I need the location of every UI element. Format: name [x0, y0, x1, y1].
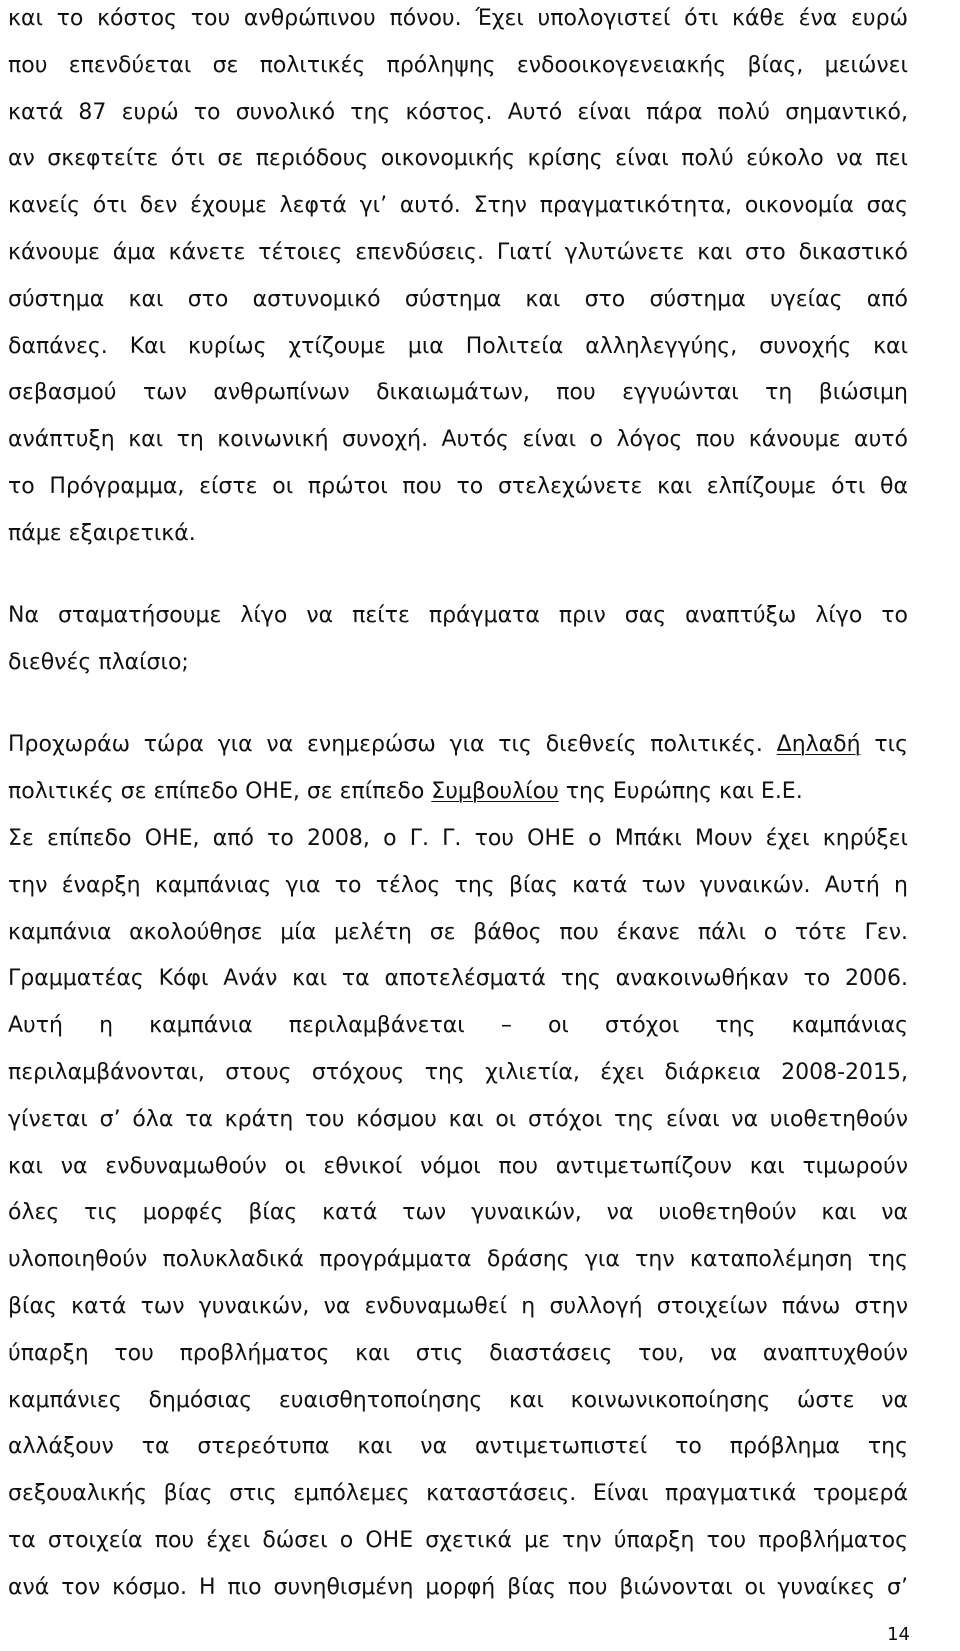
text-fragment: της Ευρώπης και Ε.Ε.	[558, 779, 803, 804]
text-line: Να σταματήσουμε λίγο να πείτε πράγματα πριν σας αναπτύξω λίγο το	[8, 603, 908, 628]
text-line: και το κόστος του ανθρώπινου πόνου. Έχει υπολογιστεί ότι κάθε ένα ευρώ	[8, 6, 908, 31]
text-line: καμπάνιες δημόσιας ευαισθητοποίησης και κοινωνικοποίησης ώστε να	[8, 1388, 908, 1413]
text-line: σύστημα και στο αστυνομικό σύστημα και στο σύστημα υγείας από	[8, 287, 908, 312]
text-line: κάνουμε άμα κάνετε τέτοιες επενδύσεις. Γιατί γλυτώνετε και στο δικαστικό	[8, 240, 908, 265]
text-line: δαπάνες. Και κυρίως χτίζουμε μια Πολιτεία αλληλεγγύης, συνοχής και	[8, 334, 908, 359]
text-line: κατά 87 ευρώ το συνολικό της κόστος. Αυτό είναι πάρα πολύ σημαντικό,	[8, 100, 908, 125]
text-line: ανάπτυξη και τη κοινωνική συνοχή. Αυτός είναι ο λόγος που κάνουμε αυτό	[8, 427, 908, 452]
text-line: διεθνές πλαίσιο;	[8, 650, 189, 675]
text-line: Αυτή η καμπάνια περιλαμβάνεται – οι στόχοι της καμπάνιας	[8, 1013, 908, 1038]
underlined-word: Συμβουλίου	[431, 779, 559, 804]
underlined-word: Δηλαδή	[776, 732, 861, 757]
text-line: Σε επίπεδο ΟΗΕ, από το 2008, ο Γ. Γ. του ΟΗΕ ο Μπάκι Μουν έχει κηρύξει	[8, 826, 908, 851]
text-line: Γραμματέας Κόφι Ανάν και τα αποτελέσματά της ανακοινωθήκαν το 2006.	[8, 966, 908, 991]
text-fragment: Προχωράω τώρα για να ενημερώσω για τις διεθνείς πολιτικές.	[8, 732, 777, 757]
text-line: κανείς ότι δεν έχουμε λεφτά γι’ αυτό. Στην πραγματικότητα, οικονομία σας	[8, 193, 908, 218]
text-line: ύπαρξη του προβλήματος και στις διαστάσεις του, να αναπτυχθούν	[8, 1341, 908, 1366]
text-line: όλες τις μορφές βίας κατά των γυναικών, να υιοθετηθούν και να	[8, 1200, 908, 1225]
text-fragment: πολιτικές σε επίπεδο ΟΗΕ, σε επίπεδο	[8, 779, 432, 804]
text-line: υλοποιηθούν πολυκλαδικά προγράμματα δράσης για την καταπολέμηση της	[8, 1247, 908, 1272]
text-line	[8, 730, 908, 760]
text-line: καμπάνια ακολούθησε μία μελέτη σε βάθος που έκανε πάλι ο τότε Γεν.	[8, 920, 908, 945]
text-line: αν σκεφτείτε ότι σε περιόδους οικονομικής κρίσης είναι πολύ εύκολο να πει	[8, 146, 908, 171]
text-line: την έναρξη καμπάνιας για το τέλος της βίας κατά των γυναικών. Αυτή η	[8, 873, 908, 898]
text-line: σεβασμού των ανθρωπίνων δικαιωμάτων, που εγγυώνται τη βιώσιμη	[8, 380, 908, 405]
text-line: γίνεται σ’ όλα τα κράτη του κόσμου και οι στόχοι της είναι να υιοθετηθούν	[8, 1107, 908, 1132]
page-number: 14	[887, 1624, 910, 1645]
text-line	[8, 777, 803, 807]
text-line: και να ενδυναμωθούν οι εθνικοί νόμοι που αντιμετωπίζουν και τιμωρούν	[8, 1154, 908, 1179]
text-line: το Πρόγραμμα, είστε οι πρώτοι που το στελεχώνετε και ελπίζουμε ότι θα	[8, 474, 908, 499]
text-line: σεξουαλικής βίας στις εμπόλεμες καταστάσεις. Είναι πραγματικά τρομερά	[8, 1481, 908, 1506]
text-line: βίας κατά των γυναικών, να ενδυναμωθεί η συλλογή στοιχείων πάνω στην	[8, 1294, 908, 1319]
text-line: τα στοιχεία που έχει δώσει ο ΟΗΕ σχετικά με την ύπαρξη του προβλήματος	[8, 1528, 908, 1553]
text-fragment: τις	[860, 732, 908, 757]
text-line: που επενδύεται σε πολιτικές πρόληψης ενδοοικογενειακής βίας, μειώνει	[8, 53, 908, 78]
text-line: αλλάξουν τα στερεότυπα και να αντιμετωπιστεί το πρόβλημα της	[8, 1434, 908, 1459]
text-line: ανά τον κόσμο. Η πιο συνηθισμένη μορφή βίας που βιώνονται οι γυναίκες σ’	[8, 1575, 908, 1600]
text-line: περιλαμβάνονται, στους στόχους της χιλιετία, έχει διάρκεια 2008-2015,	[8, 1060, 908, 1085]
text-line: πάμε εξαιρετικά.	[8, 521, 196, 546]
